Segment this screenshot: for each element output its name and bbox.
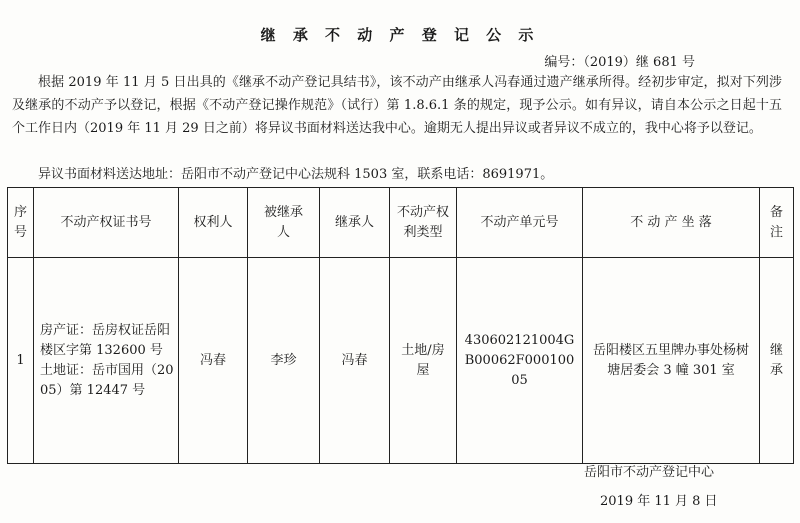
header-location: 不 动 产 坐 落 [583,188,760,258]
cell-heir: 冯春 [320,258,390,464]
cell-decedent: 李珍 [248,258,320,464]
header-seq: 序号 [8,188,34,258]
header-cert-no: 不动产权证书号 [34,188,179,258]
cell-location: 岳阳楼区五里牌办事处杨树塘居委会 3 幢 301 室 [583,258,760,464]
header-unit-no: 不动产单元号 [457,188,583,258]
issue-date: 2019 年 11 月 8 日 [600,494,718,509]
cell-seq: 1 [8,258,34,464]
header-heir: 继承人 [320,188,390,258]
header-right-type: 不动产权利类型 [390,188,457,258]
cell-remark: 继承 [760,258,794,464]
cell-right-type: 土地/房屋 [390,258,457,464]
cell-cert-no: 房产证：岳房权证岳阳楼区字第 132600 号 土地证：岳市国用（2005）第 12447 号 [34,258,179,464]
header-owner: 权利人 [179,188,248,258]
registration-table [7,187,794,464]
objection-address: 异议书面材料送达地址：岳阳市不动产登记中心法规科 1503 室，联系电话：8691971。 [38,167,554,182]
table-header-row [8,188,794,258]
header-decedent: 被继承人 [248,188,320,258]
document-title: 继 承 不 动 产 登 记 公 示 [260,26,540,44]
issuing-organization: 岳阳市不动产登记中心 [584,465,715,480]
document-number: 编号：（2019）继 681 号 [544,55,695,70]
notice-body: 根据 2019 年 11 月 5 日出具的《继承不动产登记具结书》，该不动产由继承人冯春通过遗产继承所得。经初步审定，拟对下列涉及继承的不动产予以登记，根据《不动产登记操作规范》（试行）第 1.8.6.1 条的规定，现予公示。如有异议，请自本公示之日起十五个工作日内（2019 年 11 月 29 日之前）将异议书面材料送达我中心。逾期无人提出异议或者异议不成立的，我中心将予以登记。 [12,75,782,136]
header-remark: 备注 [760,188,794,258]
cell-owner: 冯春 [179,258,248,464]
table-row [8,258,794,464]
cell-unit-no: 430602121004GB00062F00010005 [457,258,583,464]
